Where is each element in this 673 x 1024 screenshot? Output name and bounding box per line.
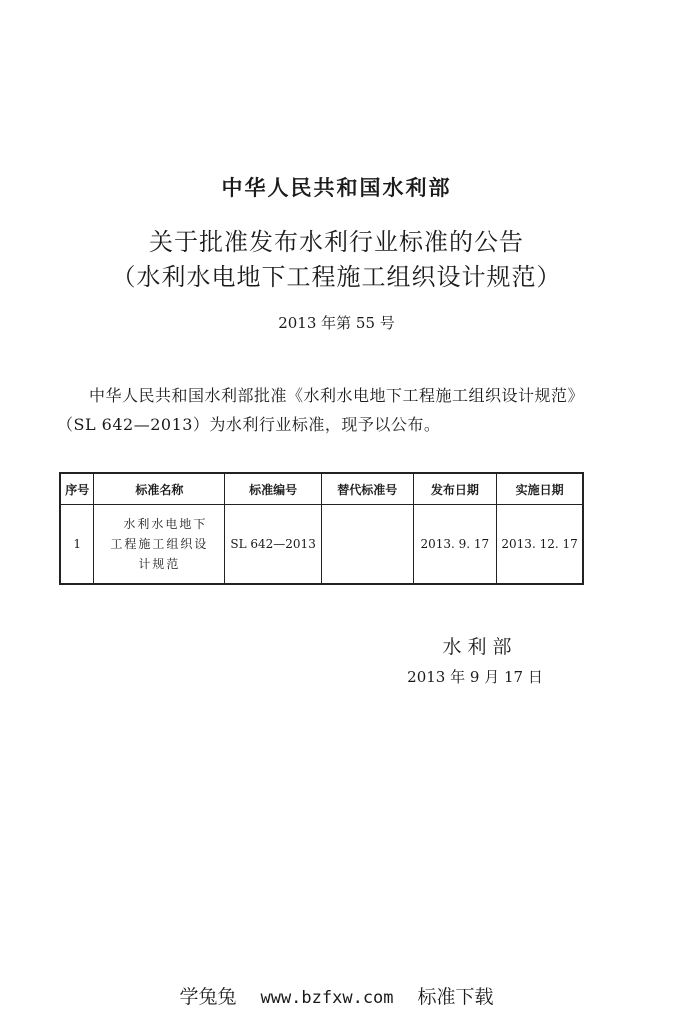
cell-code: SL 642—2013 [225, 505, 322, 585]
footer-right-text: 标准下载 [417, 986, 494, 1008]
announcement-paragraph: 中华人民共和国水利部批准《水利水电地下工程施工组织设计规范》（SL 642—2013）为水利行业标准，现予以公布。 [57, 386, 585, 434]
issuer-heading: 中华人民共和国水利部 [221, 175, 452, 200]
column-header-code: 标准编号 [225, 473, 322, 505]
column-header-no: 序号 [60, 473, 94, 505]
column-header-effective-date: 实施日期 [497, 473, 583, 505]
column-header-replaces: 替代标准号 [321, 473, 413, 505]
footer-left-text: 学兔兔 [179, 986, 237, 1008]
table-header-row [60, 473, 583, 505]
cell-effective-date: 2013. 12. 17 [497, 505, 583, 585]
standards-table [59, 472, 584, 585]
column-header-publish-date: 发布日期 [413, 473, 497, 505]
document-number: 2013 年第 55 号 [278, 314, 395, 332]
cell-publish-date: 2013. 9. 17 [413, 505, 497, 585]
cell-no: 1 [60, 505, 94, 585]
cell-name-line3: 计规范 [138, 557, 181, 571]
footer-watermark [0, 982, 673, 1009]
cell-name-line1: 水利水电地下 [123, 517, 208, 531]
announcement-title: 关于批准发布水利行业标准的公告 [149, 228, 524, 256]
cell-name [94, 505, 225, 585]
footer-site-link[interactable]: www.bzfxw.com [260, 988, 394, 1008]
cell-replaces [321, 505, 413, 585]
signature-org: 水利部 [442, 636, 518, 658]
cell-name-line2: 工程施工组织设 [110, 537, 209, 551]
column-header-name: 标准名称 [94, 473, 225, 505]
signature-date: 2013 年 9 月 17 日 [407, 668, 543, 686]
announcement-subtitle: （水利水电地下工程施工组织设计规范） [111, 263, 562, 291]
table-row [60, 505, 583, 585]
